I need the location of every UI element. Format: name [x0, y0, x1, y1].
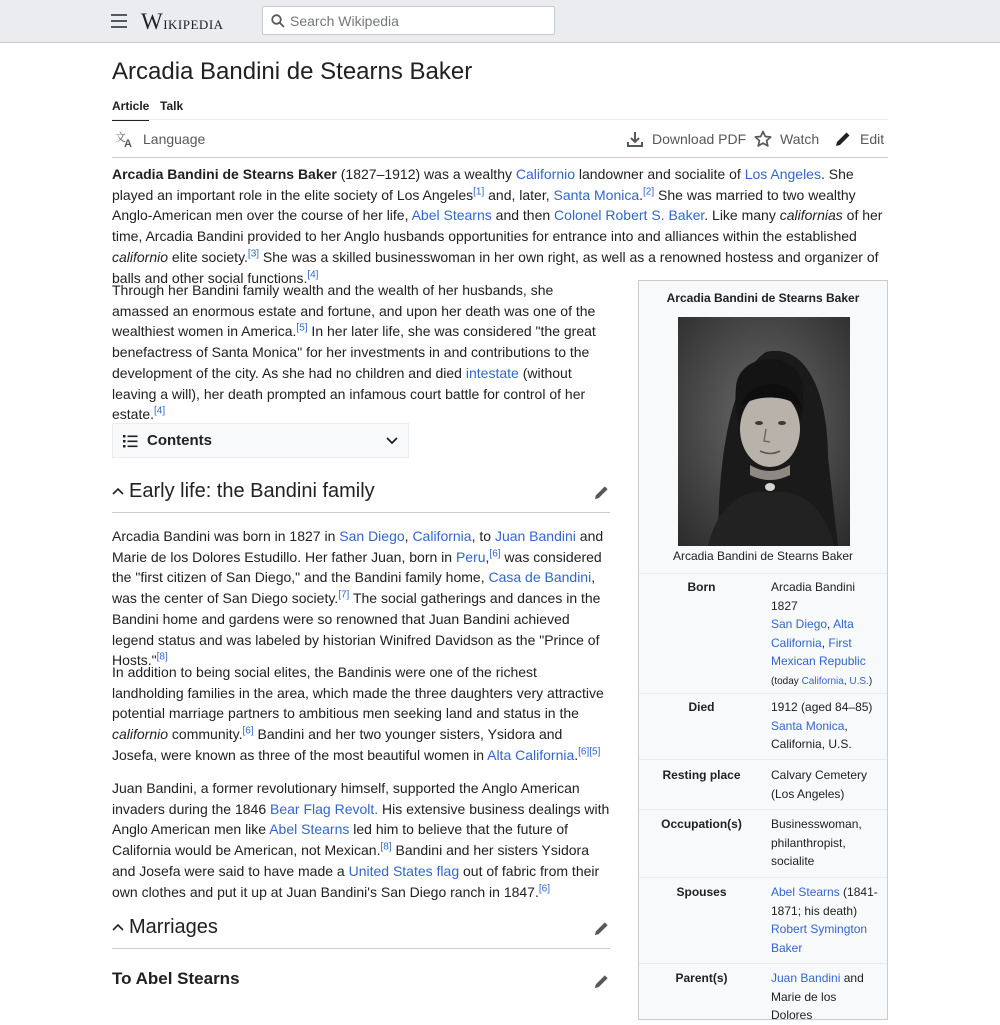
language-label: Language: [143, 131, 206, 147]
infobox-label: Died: [688, 700, 715, 714]
infobox-value: Calvary Cemetery (Los Angeles): [771, 768, 868, 801]
link-california[interactable]: California: [412, 528, 472, 544]
infobox-row-died: [639, 693, 887, 760]
link-california[interactable]: California: [801, 675, 844, 687]
link-juan-bandini[interactable]: Juan Bandini: [771, 971, 841, 985]
text: (without leaving a will), her death prompted an infamous court battle for control of her estate.: [112, 364, 586, 423]
text: . Like many: [704, 207, 780, 224]
link-robert-baker[interactable]: Colonel Robert S. Baker: [554, 207, 705, 224]
italic-term: californio: [112, 726, 169, 743]
infobox-title: Arcadia Bandini de Stearns Baker: [666, 291, 860, 305]
text: ,: [404, 528, 413, 544]
wikipedia-logo[interactable]: [141, 9, 224, 35]
actions-divider: [112, 157, 888, 158]
text: landowner and socialite of: [575, 166, 745, 182]
text: (1827–1912) was a wealthy: [336, 166, 516, 182]
reference-8[interactable]: [8]: [380, 841, 392, 853]
reference-5[interactable]: [5]: [296, 322, 308, 334]
chevron-up-icon[interactable]: [112, 923, 124, 931]
link-peru[interactable]: Peru: [455, 548, 486, 565]
text: Bandini and her sisters Ysidora and Josefa were said to have made a: [112, 842, 590, 879]
reference-7[interactable]: [7]: [338, 589, 350, 601]
article-subject: Arcadia Bandini de Stearns Baker: [112, 166, 337, 182]
language-icon: [115, 130, 135, 148]
infobox-value: [771, 578, 881, 691]
link-alta-california[interactable]: Alta California: [771, 617, 854, 650]
search-box[interactable]: [262, 6, 555, 35]
reference-5[interactable]: [5]: [589, 746, 601, 758]
text: In addition to being social elites, the Bandinis were one of the richest landholding families in the area, which made the three daughters very attractive potential marriage partners to ambitious men seeking land and status in the: [112, 664, 604, 722]
pencil-icon[interactable]: [593, 920, 610, 937]
section-title: Marriages: [129, 916, 218, 938]
download-pdf-button[interactable]: [626, 130, 746, 148]
language-button[interactable]: [115, 130, 205, 148]
section-heading-early-life: [112, 476, 610, 513]
early-life-paragraph-3: [112, 778, 610, 902]
text: Juan Bandini, a former revolutionary himself, supported the Anglo American invaders during the 1846: [112, 780, 580, 817]
text: led him to believe that the future of California would be American, not Mexican.: [112, 821, 569, 859]
reference-6[interactable]: [6]: [242, 725, 254, 737]
reference-4[interactable]: [4]: [307, 268, 319, 280]
text: of her time, Arcadia Bandini provided to her Anglo husbands opportunities for entrance into and alliances within the established: [112, 207, 883, 245]
download-pdf-label: Download PDF: [652, 131, 747, 147]
reference-8[interactable]: [8]: [156, 651, 168, 663]
text: Bandini and her two younger sisters, Ysidora and Josefa, were known as three of the most beautiful women in: [112, 726, 563, 763]
pencil-icon[interactable]: [593, 484, 610, 501]
text: and, later,: [484, 186, 554, 203]
svg-text:文: 文: [115, 132, 126, 144]
reference-6[interactable]: [6]: [578, 746, 590, 758]
link-abel-stearns[interactable]: Abel Stearns: [411, 207, 492, 224]
infobox-row-spouses: [639, 877, 887, 964]
search-input[interactable]: [290, 11, 540, 31]
infobox-row-resting-place: [639, 759, 887, 810]
text: ,: [485, 548, 490, 565]
text: Arcadia Bandini: [771, 580, 856, 594]
section-title: Early life: the Bandini family: [129, 480, 375, 502]
text: and Marie de los Dolores Estudillo. Her father Juan, born in: [112, 528, 604, 565]
infobox-label: Resting place: [662, 768, 741, 782]
italic-term: californio: [112, 248, 169, 265]
link-santa-monica[interactable]: Santa Monica: [771, 718, 845, 733]
infobox-label: Occupation(s): [661, 817, 742, 831]
link-juan-bandini[interactable]: Juan Bandini: [494, 528, 576, 544]
portrait-photo[interactable]: [678, 317, 850, 546]
link-united-states-flag[interactable]: United States flag: [348, 862, 460, 879]
text: She was a skilled businesswoman in her own right, as well as a renowned hostess and organizer of balls and other social functions.: [112, 248, 879, 286]
text: His extensive business dealings with Anglo American men like: [112, 800, 610, 838]
pencil-icon[interactable]: [593, 973, 610, 990]
text: ,: [821, 635, 829, 650]
infobox-value: [771, 883, 881, 957]
text: community.: [168, 726, 243, 743]
reference-4[interactable]: [4]: [154, 405, 166, 417]
text: .: [574, 746, 579, 763]
text: 1827: [771, 598, 798, 613]
infobox-label: Born: [687, 580, 716, 594]
logo-rest: ikipedia: [163, 13, 224, 34]
link-us[interactable]: U.S.: [849, 675, 869, 687]
pencil-icon: [834, 130, 852, 148]
link-alta-california[interactable]: Alta California: [487, 746, 575, 763]
infobox-caption: Arcadia Bandini de Stearns Baker: [672, 549, 854, 563]
text: and then: [491, 207, 555, 224]
section-heading-marriages: [112, 912, 610, 949]
link-californio[interactable]: Californio: [515, 166, 576, 182]
text: .: [639, 186, 644, 203]
text: out of fabric from their own clothes and put it up at Juan Bandini's San Diego ranch in 1847.: [112, 862, 600, 900]
infobox: [638, 280, 888, 1020]
watch-button[interactable]: [754, 130, 819, 148]
link-santa-monica[interactable]: Santa Monica: [553, 186, 640, 203]
reference-2[interactable]: [2]: [643, 186, 655, 198]
link-intestate[interactable]: intestate: [465, 364, 519, 381]
early-life-paragraph-1: [112, 526, 610, 671]
reference-1[interactable]: [1]: [473, 186, 485, 198]
reference-6[interactable]: [6]: [489, 548, 501, 560]
list-icon: [123, 435, 138, 448]
text: (today: [771, 675, 802, 687]
page-actions: [112, 128, 888, 150]
link-abel-stearns[interactable]: Abel Stearns: [771, 885, 840, 899]
early-life-paragraph-2: [112, 662, 610, 766]
svg-text:A: A: [124, 138, 132, 148]
tab-article[interactable]: Article: [112, 99, 149, 121]
link-casa-de-bandini[interactable]: Casa de Bandini: [488, 569, 592, 586]
text: , was the center of San Diego society.: [112, 569, 596, 607]
link-abel-stearns[interactable]: Abel Stearns: [269, 821, 350, 838]
text: In her later life, she was considered "the great benefactress of Santa Monica" for her investments in and contributions to the development of the city. As she had no children and died: [112, 323, 596, 381]
tab-talk[interactable]: Talk: [160, 99, 184, 113]
tabs-divider: [112, 119, 888, 120]
reference-3[interactable]: [3]: [247, 248, 260, 260]
text: (1841-1871; his death): [771, 885, 878, 918]
reference-6[interactable]: [6]: [538, 882, 550, 894]
infobox-value: Businesswoman, philanthropist, socialite: [771, 817, 862, 868]
text: was considered the "first citizen of San Diego," and the Bandini family home,: [112, 548, 602, 586]
link-san-diego[interactable]: San Diego: [771, 617, 828, 631]
infobox-label: Spouses: [676, 885, 727, 899]
edit-button[interactable]: [834, 130, 884, 148]
link-los-angeles[interactable]: Los Angeles: [744, 166, 821, 182]
intro-paragraph-1: [112, 164, 888, 288]
edit-label: Edit: [860, 131, 885, 147]
subsection-title: To Abel Stearns: [112, 969, 240, 988]
chevron-down-icon: [386, 437, 398, 445]
infobox-value: [771, 969, 881, 1025]
text: Through her Bandini family wealth and the wealth of her husbands, she amassed an enormous estate and fortune, and upon her death was one of the wealthiest women in America.: [112, 282, 596, 340]
text: ,: [843, 675, 850, 687]
intro-paragraph-2: [112, 280, 610, 425]
chevron-up-icon[interactable]: [112, 487, 124, 495]
contents-label: Contents: [147, 432, 212, 449]
page-title: Arcadia Bandini de Stearns Baker: [112, 58, 473, 85]
infobox-row-parents: [639, 963, 887, 1022]
text: She was married to two wealthy Anglo-American men over the course of her life,: [112, 186, 856, 224]
contents-toggle[interactable]: [112, 423, 409, 458]
text: Arcadia Bandini was born in 1827 in: [112, 528, 340, 544]
infobox-label: Parent(s): [675, 971, 728, 985]
text: California, U.S.: [771, 737, 852, 751]
text: 1912 (aged 84–85): [771, 700, 873, 714]
infobox-row-occupation: [639, 809, 887, 878]
text: and Marie de los Dolores: [771, 971, 864, 1022]
text: , to: [471, 528, 495, 544]
link-san-diego[interactable]: San Diego: [339, 528, 405, 544]
search-icon: [271, 14, 285, 28]
infobox-value: 1912 (aged 84–85) Santa Monica, California, U.S.: [771, 700, 873, 751]
logo-initial: W: [141, 9, 164, 34]
infobox-row-born: [639, 573, 887, 692]
link-robert-symington-baker[interactable]: Robert Symington Baker: [771, 922, 868, 955]
link-bear-flag-revolt[interactable]: Bear Flag Revolt.: [270, 800, 379, 817]
text: ,: [827, 617, 834, 631]
menu-icon[interactable]: [111, 14, 127, 28]
download-icon: [626, 130, 644, 148]
star-icon: [754, 130, 772, 148]
watch-label: Watch: [780, 131, 820, 147]
text: . She played an important role in the elite society of Los Angeles: [112, 166, 854, 203]
text: The social gatherings and dances in the Bandini home and gardens were so renowned that Juan Bandini achieved legend status and was labeled by historian Winifred Davidson as the "Prince of Hosts.": [112, 590, 601, 669]
text: ): [868, 675, 873, 687]
text: elite society.: [168, 248, 248, 265]
link-first-mexican-republic[interactable]: First Mexican Republic: [771, 635, 866, 668]
top-bar: [0, 0, 1000, 43]
italic-term: californias: [779, 207, 843, 224]
